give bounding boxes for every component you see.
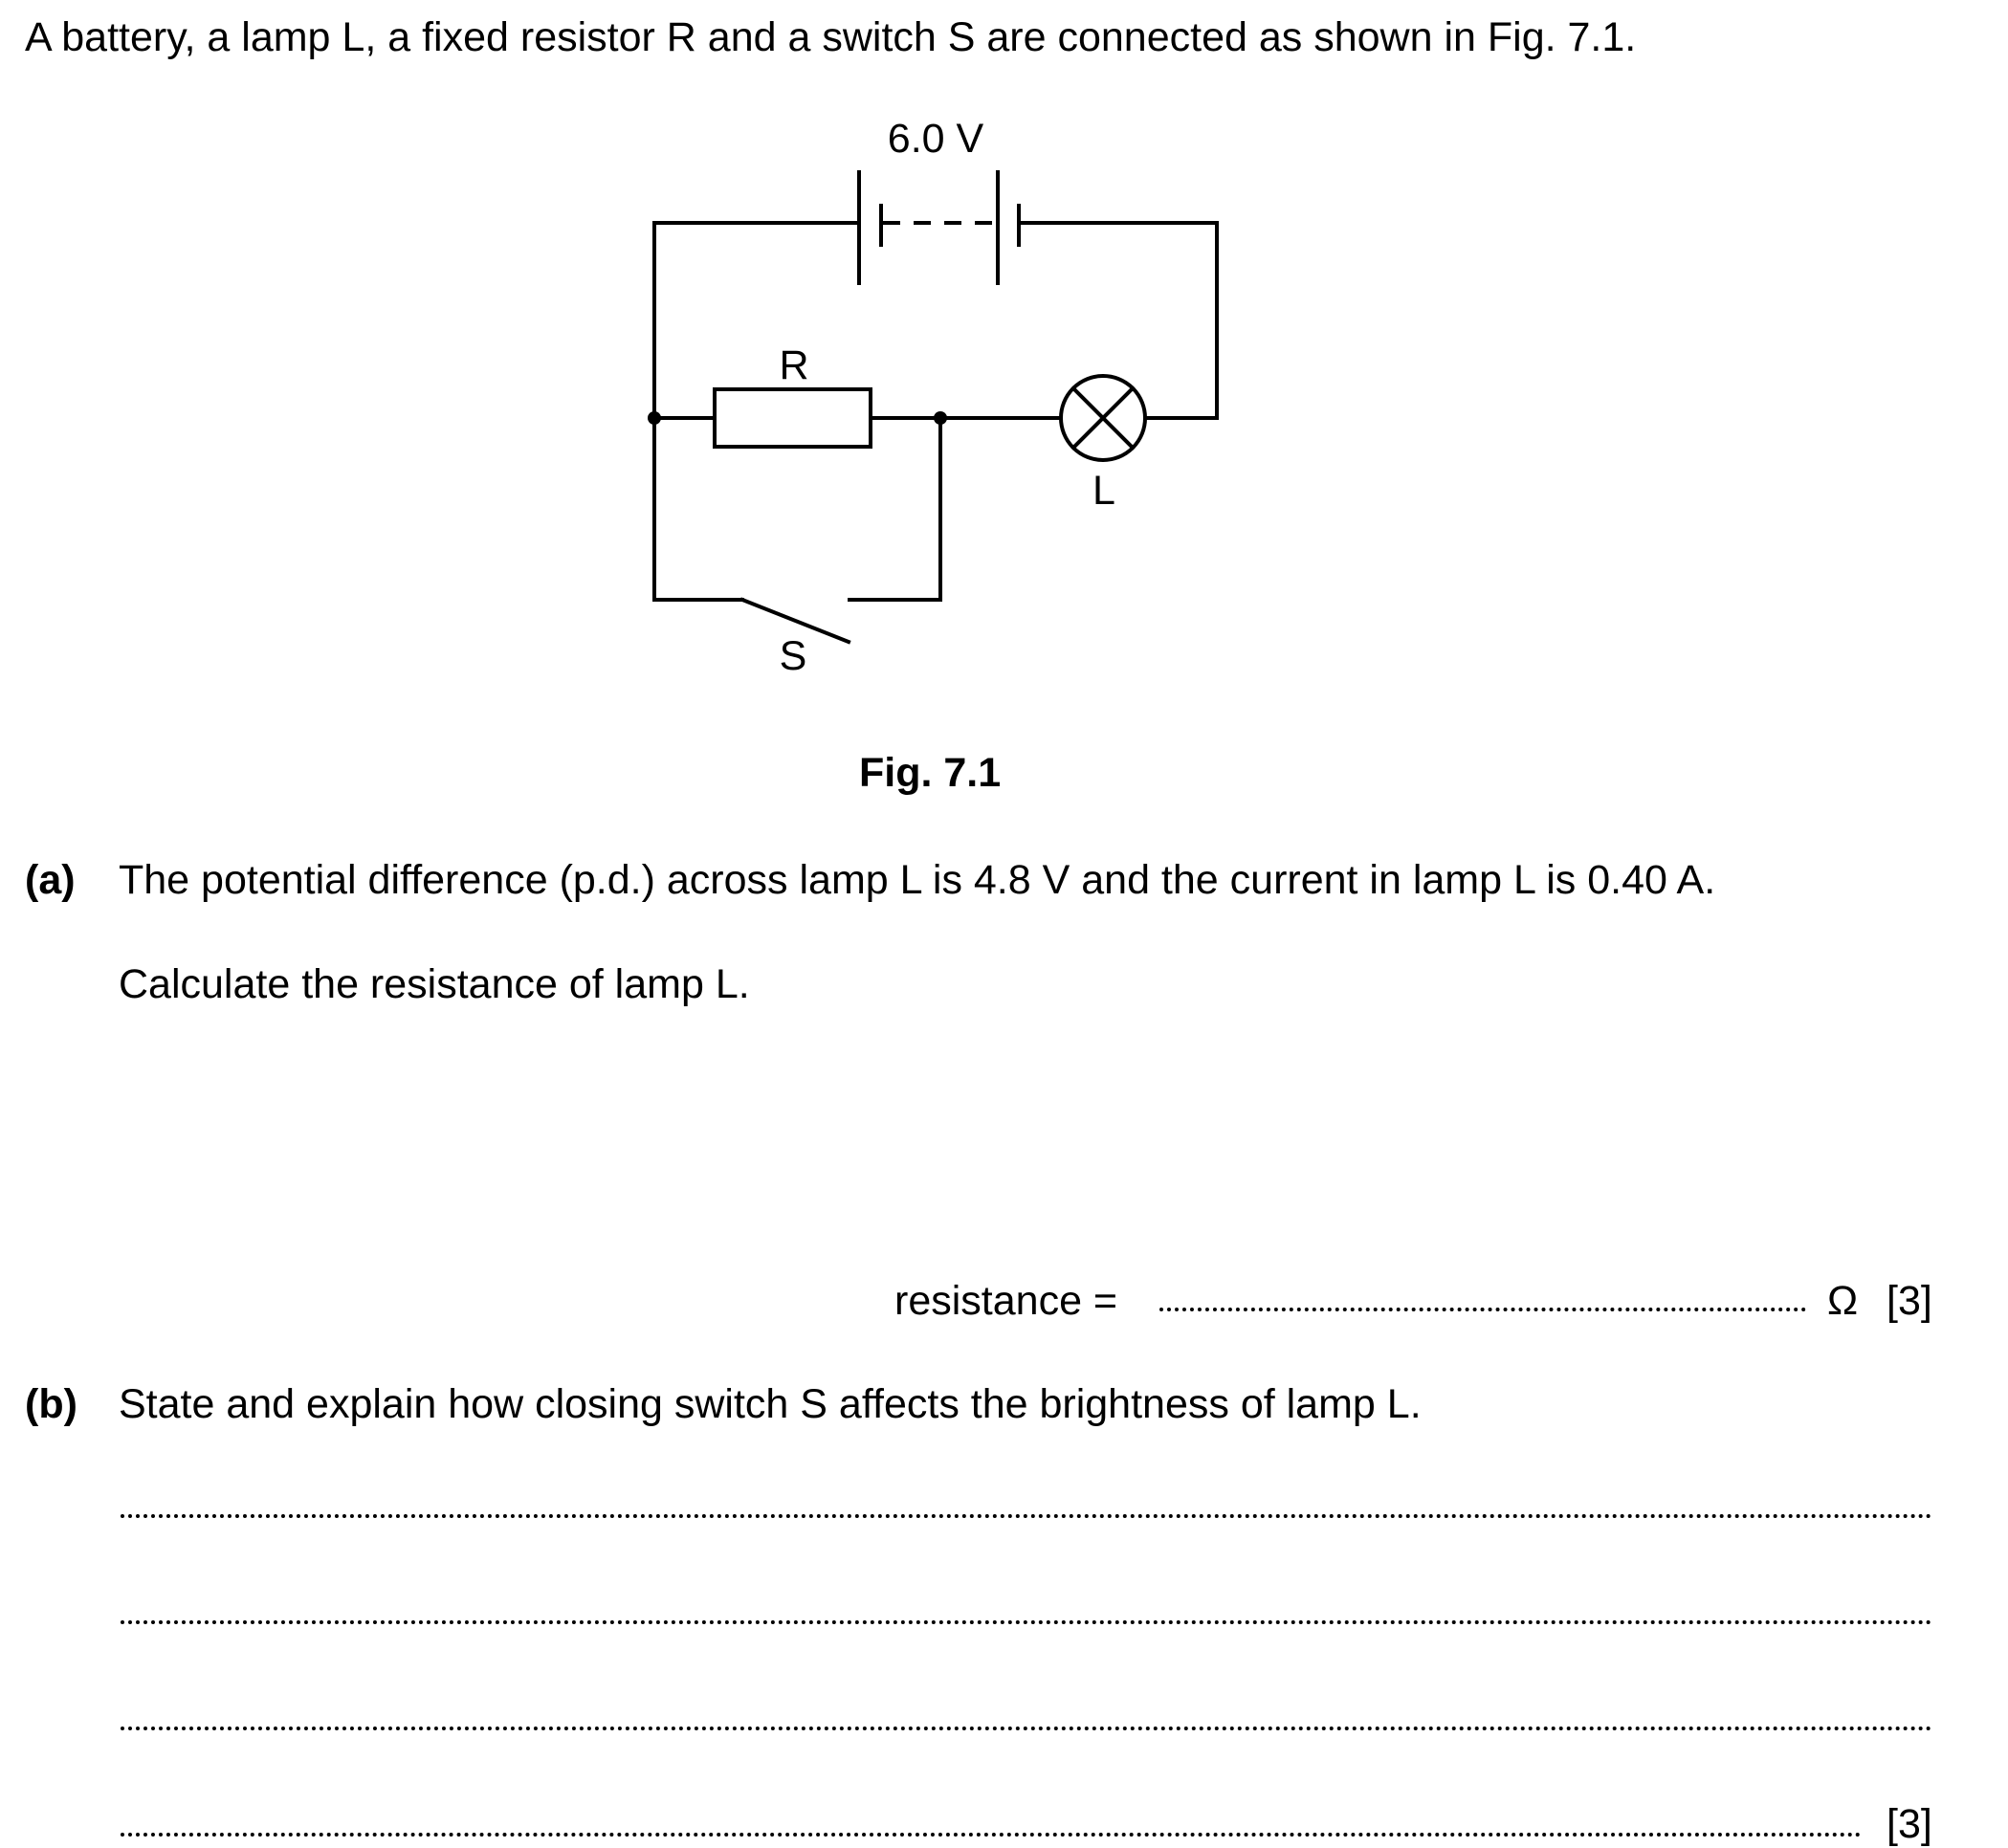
resistor-label: R xyxy=(779,342,809,388)
part-a-question: The potential difference (p.d.) across lamp L is 4.8 V and the current in lamp L is 0.40 A. xyxy=(119,857,1716,903)
junction-dot-right xyxy=(934,411,947,425)
lamp-label: L xyxy=(1092,468,1115,514)
circuit-diagram xyxy=(574,105,1301,698)
part-b-answer-line-2[interactable] xyxy=(121,1620,1932,1624)
figure-caption: Fig. 7.1 xyxy=(859,750,1002,796)
resistor-R xyxy=(715,389,871,447)
part-b-answer-line-4[interactable] xyxy=(121,1833,1862,1837)
resistance-answer-line[interactable] xyxy=(1159,1308,1806,1311)
part-a-instruction: Calculate the resistance of lamp L. xyxy=(119,961,750,1007)
part-a-marks: [3] xyxy=(1887,1278,1932,1324)
part-b-answer-line-3[interactable] xyxy=(121,1727,1932,1730)
switch-label: S xyxy=(779,633,807,679)
part-b-question: State and explain how closing switch S affects the brightness of lamp L. xyxy=(119,1381,1422,1427)
junction-dot-left xyxy=(648,411,661,425)
intro-text: A battery, a lamp L, a fixed resistor R and a switch S are connected as shown in Fig. 7.1. xyxy=(25,14,1637,60)
part-b-marks: [3] xyxy=(1887,1801,1932,1847)
part-b-answer-line-1[interactable] xyxy=(121,1514,1932,1518)
part-a-label: (a) xyxy=(25,857,76,903)
battery-label: 6.0 V xyxy=(887,116,984,162)
part-b-label: (b) xyxy=(25,1381,77,1427)
resistance-unit: Ω xyxy=(1827,1278,1859,1324)
resistance-answer-prefix: resistance = xyxy=(894,1278,1118,1324)
